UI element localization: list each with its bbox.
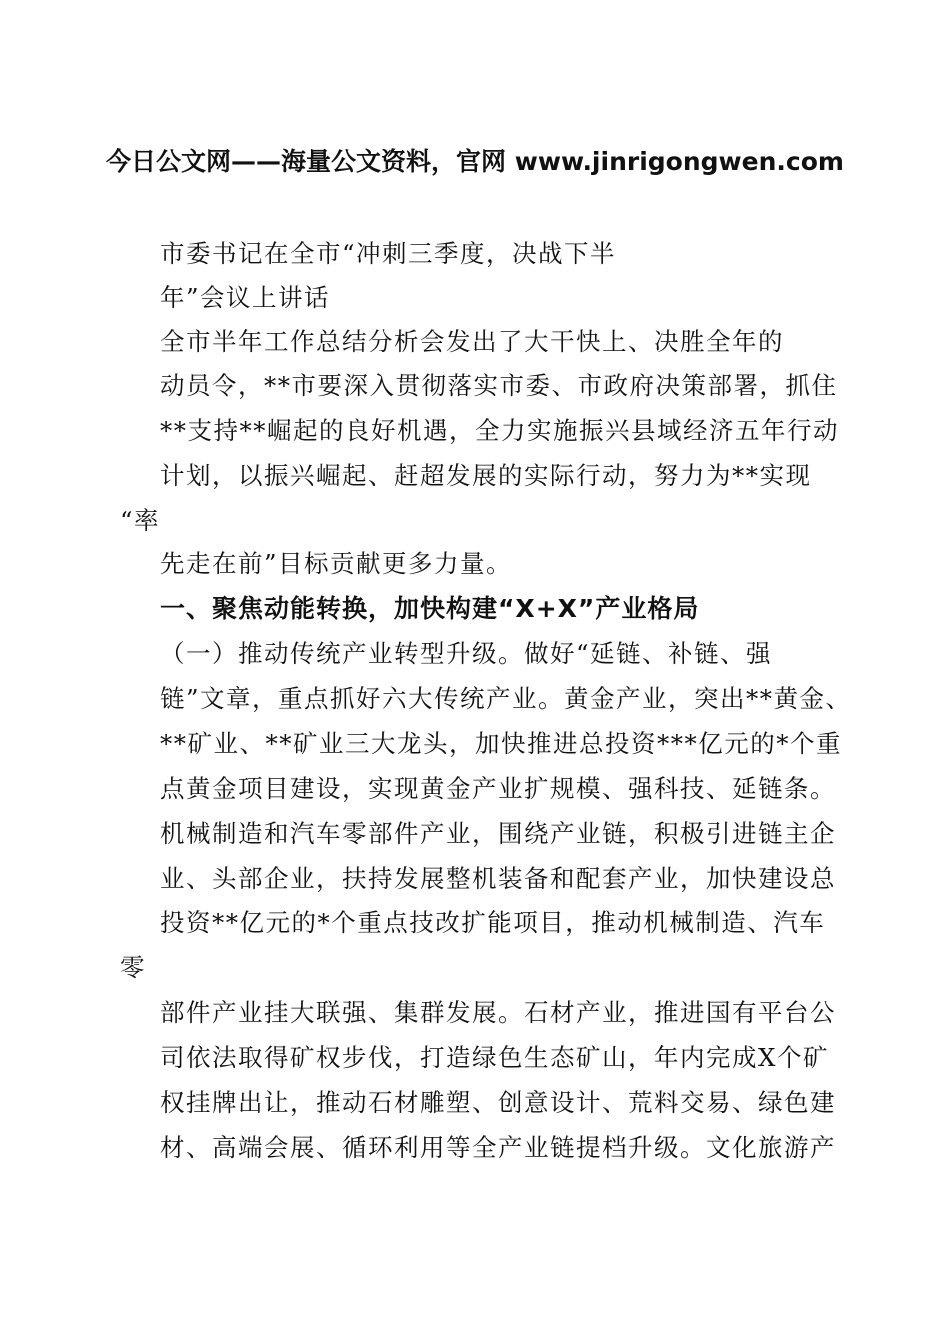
body-line-9: 部件产业挂大联强、集群发展。石材产业，推进国有平台公 [160,998,836,1027]
intro-line-2: 动员令，**市要深入贯彻落实市委、市政府决策部署，抓住 [160,371,838,400]
page-header: 今日公文网——海量公文资料，官网 www.jinrigongwen.com [106,147,844,176]
body-line-5: 机械制造和汽车零部件产业，围绕产业链，积极引进链主企 [160,819,836,848]
intro-line-5: “率 [120,506,161,535]
body-line-12: 材、高端会展、循环利用等全产业链提档升级。文化旅游产 [160,1133,836,1162]
body-line-10: 司依法取得矿权步伐，打造绿色生态矿山，年内完成X个矿 [160,1043,829,1072]
body-line-3: **矿业、**矿业三大龙头，加快推进总投资***亿元的*个重 [160,729,842,758]
body-line-1: （一）推动传统产业转型升级。做好“延链、补链、强 [160,639,773,668]
intro-line-6: 先走在前”目标贡献更多力量。 [160,549,513,578]
intro-line-1: 全市半年工作总结分析会发出了大干快上、决胜全年的 [160,327,784,356]
body-line-11: 权挂牌出让，推动石材雕塑、创意设计、荒料交易、绿色建 [160,1088,836,1117]
section-heading: 一、聚焦动能转换，加快构建“X+X”产业格局 [160,594,700,623]
intro-line-3: **支持**崛起的良好机遇，全力实施振兴县域经济五年行动 [160,416,839,445]
title-line-1: 市委书记在全市“冲刺三季度，决战下半 [160,239,617,268]
body-line-4: 点黄金项目建设，实现黄金产业扩规模、强科技、延链条。 [160,774,836,803]
body-line-7: 投资**亿元的*个重点技改扩能项目，推动机械制造、汽车 [160,908,826,937]
intro-line-4: 计划，以振兴崛起、赶超发展的实际行动，努力为**实现 [160,461,812,490]
body-line-2: 链”文章，重点抓好六大传统产业。黄金产业，突出**黄金、 [160,684,852,713]
body-line-8: 零 [120,953,146,982]
body-line-6: 业、头部企业，扶持发展整机装备和配套产业，加快建设总 [160,864,836,893]
title-line-2: 年”会议上讲话 [160,283,331,312]
